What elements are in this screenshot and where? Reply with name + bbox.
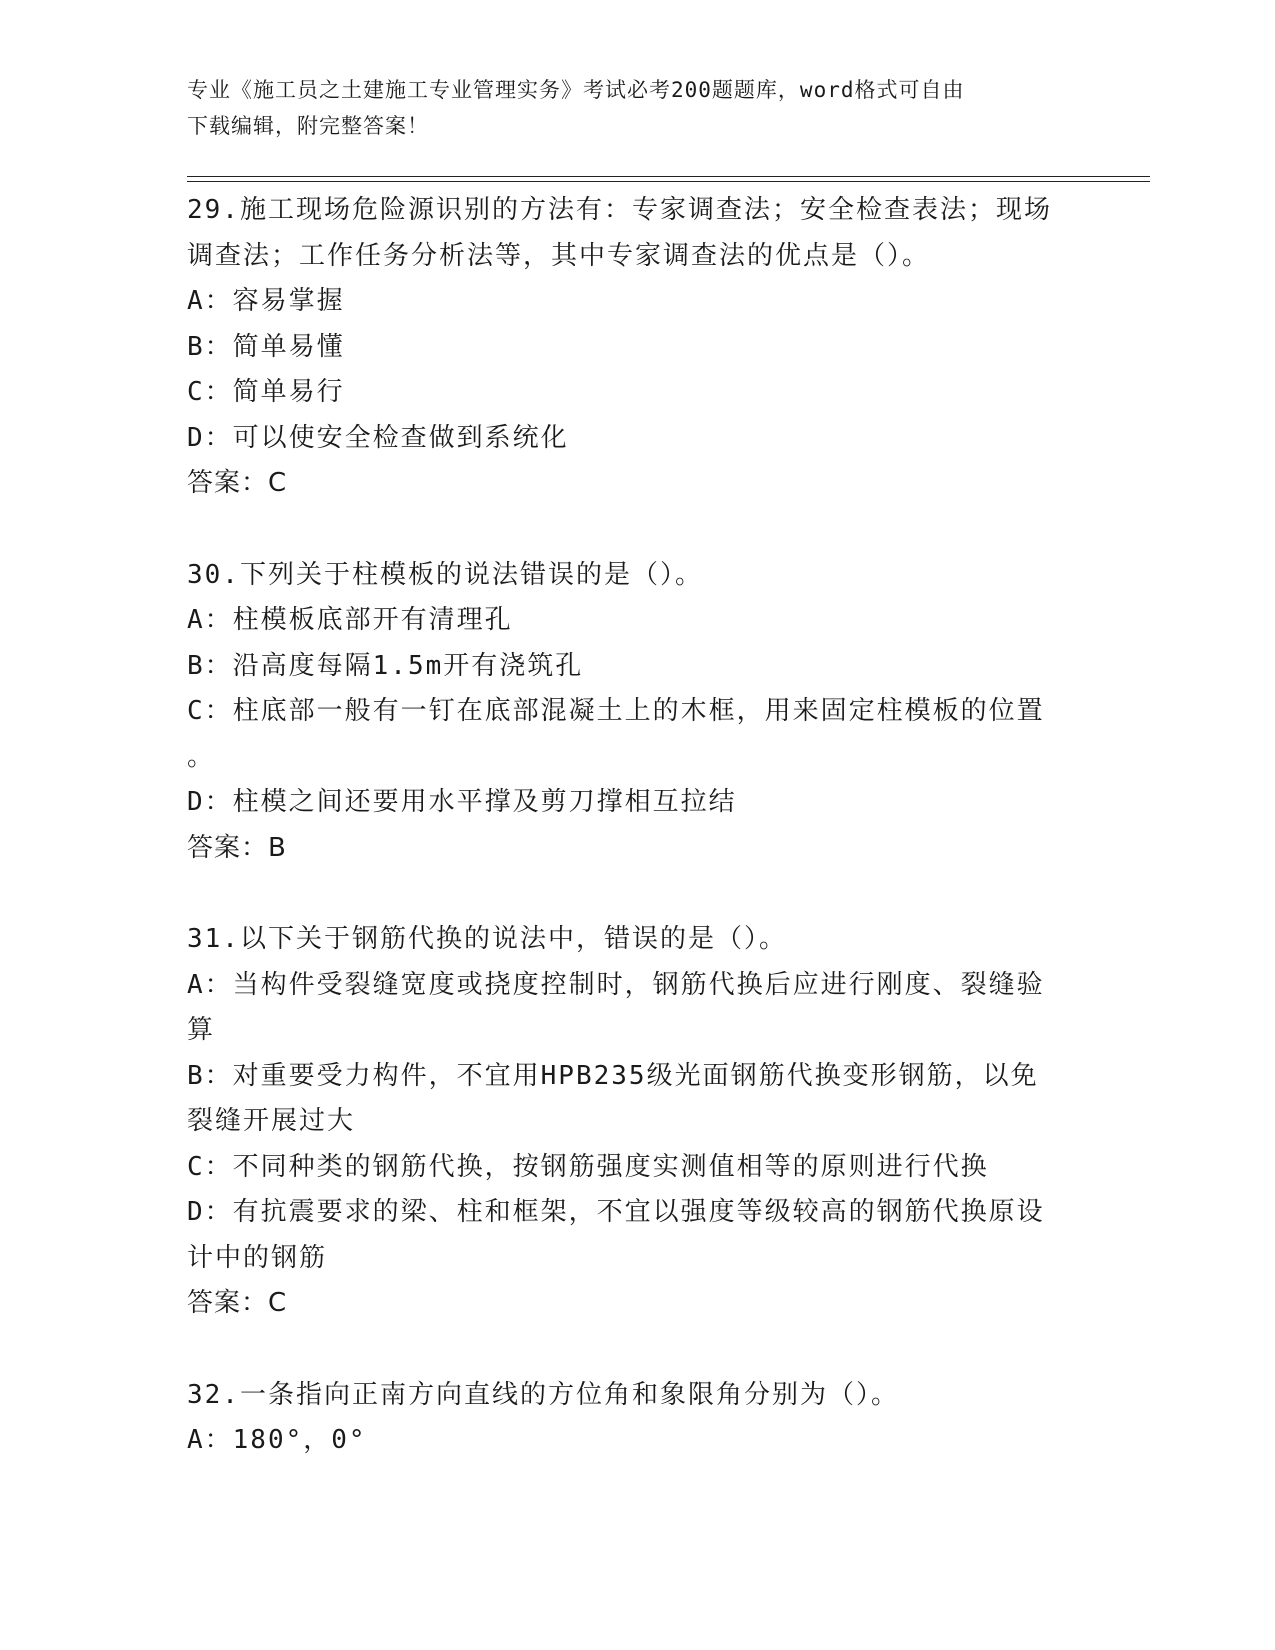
option-a: A：容易掌握 bbox=[187, 286, 345, 316]
question-stem-line: 29.施工现场危险源识别的方法有：专家调查法；安全检查表法；现场 bbox=[187, 195, 1052, 225]
question-stem-line: 32.一条指向正南方向直线的方位角和象限角分别为（）。 bbox=[187, 1379, 899, 1410]
option-b: B：简单易懂 bbox=[187, 331, 345, 362]
answer: 答案：C bbox=[187, 1288, 288, 1318]
question-stem-line: 31.以下关于钢筋代换的说法中，错误的是（）。 bbox=[187, 924, 787, 954]
question-stem-line: 调查法；工作任务分析法等，其中专家调查法的优点是（）。 bbox=[187, 240, 931, 271]
question-32 bbox=[187, 1373, 1087, 1464]
answer: 答案：B bbox=[187, 832, 287, 863]
question-30 bbox=[187, 553, 1087, 872]
question-stem-line: 30.下列关于柱模板的说法错误的是（）。 bbox=[187, 559, 703, 590]
option-d: D：有抗震要求的梁、柱和框架，不宜以强度等级较高的钢筋代换原设 bbox=[187, 1197, 1045, 1227]
document-header bbox=[187, 72, 1067, 144]
option-a: A：当构件受裂缝宽度或挠度控制时，钢筋代换后应进行刚度、裂缝验 bbox=[187, 969, 1045, 1000]
header-line-2: 下载编辑，附完整答案！ bbox=[187, 114, 429, 138]
option-a: A：180°，0° bbox=[187, 1425, 367, 1455]
header-rule-bottom bbox=[187, 181, 1150, 182]
header-rule-top bbox=[187, 176, 1150, 177]
question-31 bbox=[187, 917, 1087, 1327]
option-d-continuation: 计中的钢筋 bbox=[187, 1242, 328, 1273]
question-29 bbox=[187, 188, 1087, 507]
option-a: A：柱模板底部开有清理孔 bbox=[187, 605, 513, 635]
option-d: D：可以使安全检查做到系统化 bbox=[187, 422, 569, 453]
option-c: C：不同种类的钢筋代换，按钢筋强度实测值相等的原则进行代换 bbox=[187, 1151, 989, 1182]
option-b-continuation: 裂缝开展过大 bbox=[187, 1106, 356, 1136]
option-c: C：简单易行 bbox=[187, 377, 345, 407]
option-d: D：柱模之间还要用水平撑及剪刀撑相互拉结 bbox=[187, 787, 737, 817]
option-c-continuation: 。 bbox=[187, 741, 216, 772]
question-list bbox=[187, 188, 1087, 1510]
answer: 答案：C bbox=[187, 468, 288, 498]
option-a-continuation: 算 bbox=[187, 1015, 216, 1045]
header-line-1: 专业《施工员之土建施工专业管理实务》考试必考200题题库，word格式可自由 bbox=[187, 78, 965, 102]
option-b: B：对重要受力构件，不宜用HPB235级光面钢筋代换变形钢筋，以免 bbox=[187, 1060, 1039, 1091]
option-c: C：柱底部一般有一钉在底部混凝土上的木框，用来固定柱模板的位置 bbox=[187, 696, 1045, 726]
option-b: B：沿高度每隔1.5m开有浇筑孔 bbox=[187, 650, 584, 681]
